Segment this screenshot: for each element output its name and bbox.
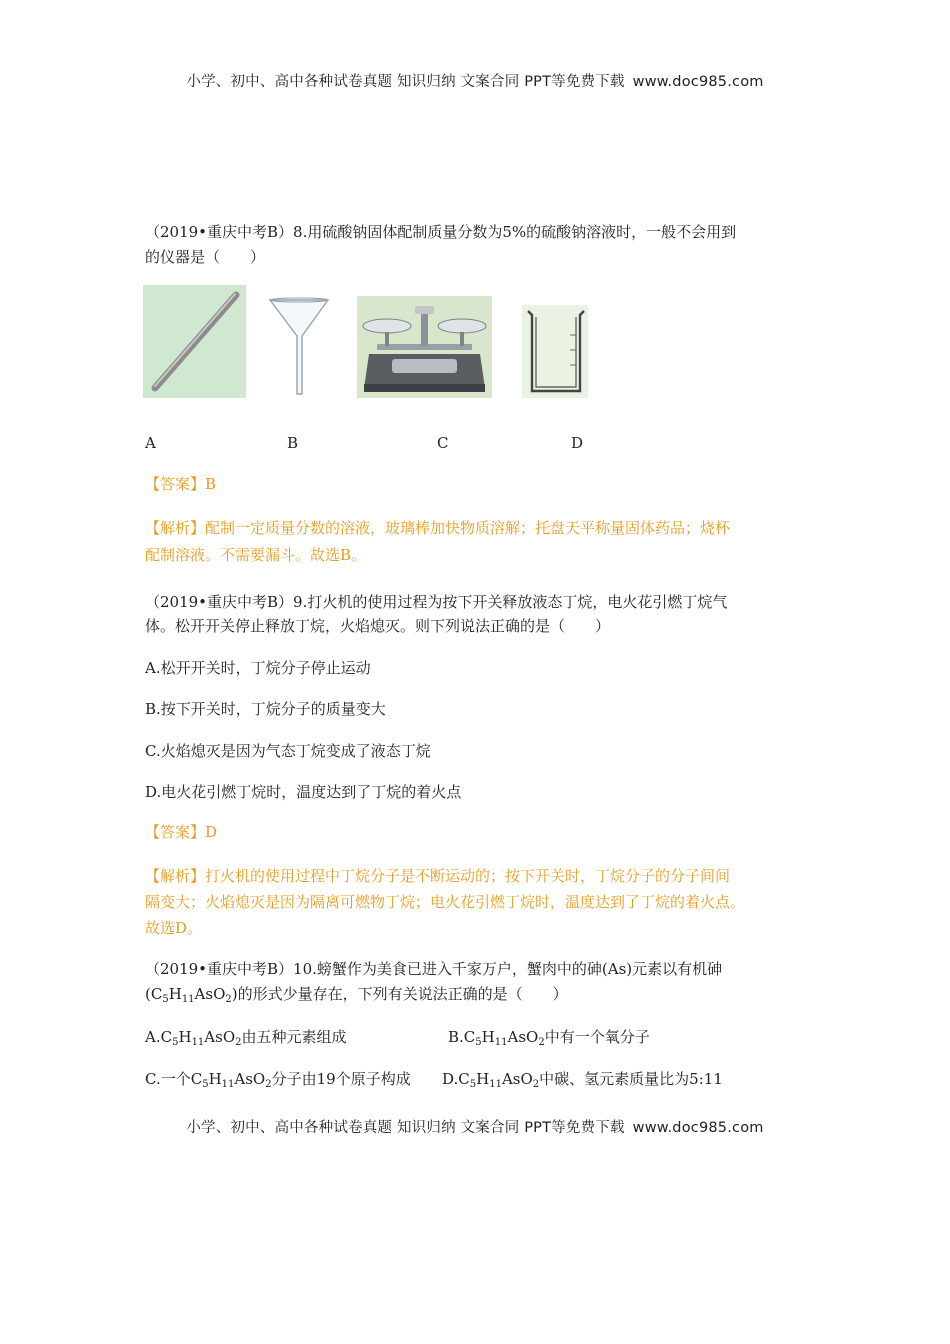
- beaker-image: [522, 305, 588, 398]
- q9-answer: 【答案】D: [145, 823, 218, 841]
- page-footer: [0, 1116, 950, 1137]
- footer-text: 小学、初中、高中各种试卷真题 知识归纳 文案合同 PPT等免费下载: [186, 1120, 625, 1136]
- option-label-d: D: [571, 434, 584, 452]
- q10-option-b: $B.C_5H_{11}AsO_2$中有一个氧分子: [448, 1028, 650, 1048]
- q9-option-d: D.电火花引燃丁烷时，温度达到了丁烷的着火点: [145, 783, 462, 801]
- q9-analysis-line1: 【解析】打火机的使用过程中丁烷分子是不断运动的；按下开关时，丁烷分子的分子间间: [145, 867, 731, 885]
- q8-stem-line2: 的仪器是（ ）: [145, 248, 266, 266]
- header-site: www.doc985.com: [632, 74, 764, 90]
- q9-option-c: C.火焰熄灭是因为气态丁烷变成了液态丁烷: [145, 742, 431, 760]
- q9-option-a: A.松开开关时，丁烷分子停止运动: [145, 659, 371, 677]
- option-label-a: A: [145, 434, 156, 452]
- page-header: [0, 70, 950, 91]
- q10-option-a: $A.C_5H_{11}AsO_2$由五种元素组成: [145, 1028, 347, 1048]
- q9-stem-line1: （2019•重庆中考B）9.打火机的使用过程为按下开关释放液态丁烷，电火花引燃丁烷气: [145, 593, 728, 611]
- footer-site: www.doc985.com: [632, 1120, 764, 1136]
- q10-stem-line2: $(C_5H_{11}AsO_2)$的形式少量存在，下列有关说法正确的是（ ）: [145, 985, 568, 1005]
- funnel-image: [268, 296, 330, 398]
- q9-analysis-line2: 隔变大；火焰熄灭是因为隔离可燃物丁烷；电火花引燃丁烷时，温度达到了丁烷的着火点。: [145, 893, 746, 911]
- q10-option-c: C.一个$C_5H_{11}AsO_2$分子由19个原子构成: [145, 1070, 411, 1090]
- q10-stem-line1: （2019•重庆中考B）10.螃蟹作为美食已进入千家万户，蟹肉中的砷(As)元素以有机砷: [145, 960, 723, 978]
- q9-option-b: B.按下开关时，丁烷分子的质量变大: [145, 700, 386, 718]
- q8-stem-line1: （2019•重庆中考B）8.用硫酸钠固体配制质量分数为5%的硫酸钠溶液时，一般不会用到: [145, 223, 737, 241]
- q8-analysis-line1: 【解析】配制一定质量分数的溶液，玻璃棒加快物质溶解；托盘天平称量固体药品；烧杯: [145, 519, 731, 537]
- q8-answer: 【答案】B: [145, 475, 217, 493]
- balance-image: [357, 296, 492, 398]
- q8-analysis-line2: 配制溶液。不需要漏斗。故选B。: [145, 546, 367, 564]
- q9-analysis-line3: 故选D。: [145, 919, 203, 937]
- glass-rod-image: [143, 285, 246, 398]
- option-label-c: C: [437, 434, 449, 452]
- q10-option-d: $D.C_5H_{11}AsO_2$中碳、氢元素质量比为5:11: [442, 1070, 723, 1090]
- q9-stem-line2: 体。松开开关停止释放丁烷，火焰熄灭。则下列说法正确的是（ ）: [145, 617, 611, 635]
- header-text: 小学、初中、高中各种试卷真题 知识归纳 文案合同 PPT等免费下载: [186, 74, 625, 90]
- option-label-b: B: [287, 434, 299, 452]
